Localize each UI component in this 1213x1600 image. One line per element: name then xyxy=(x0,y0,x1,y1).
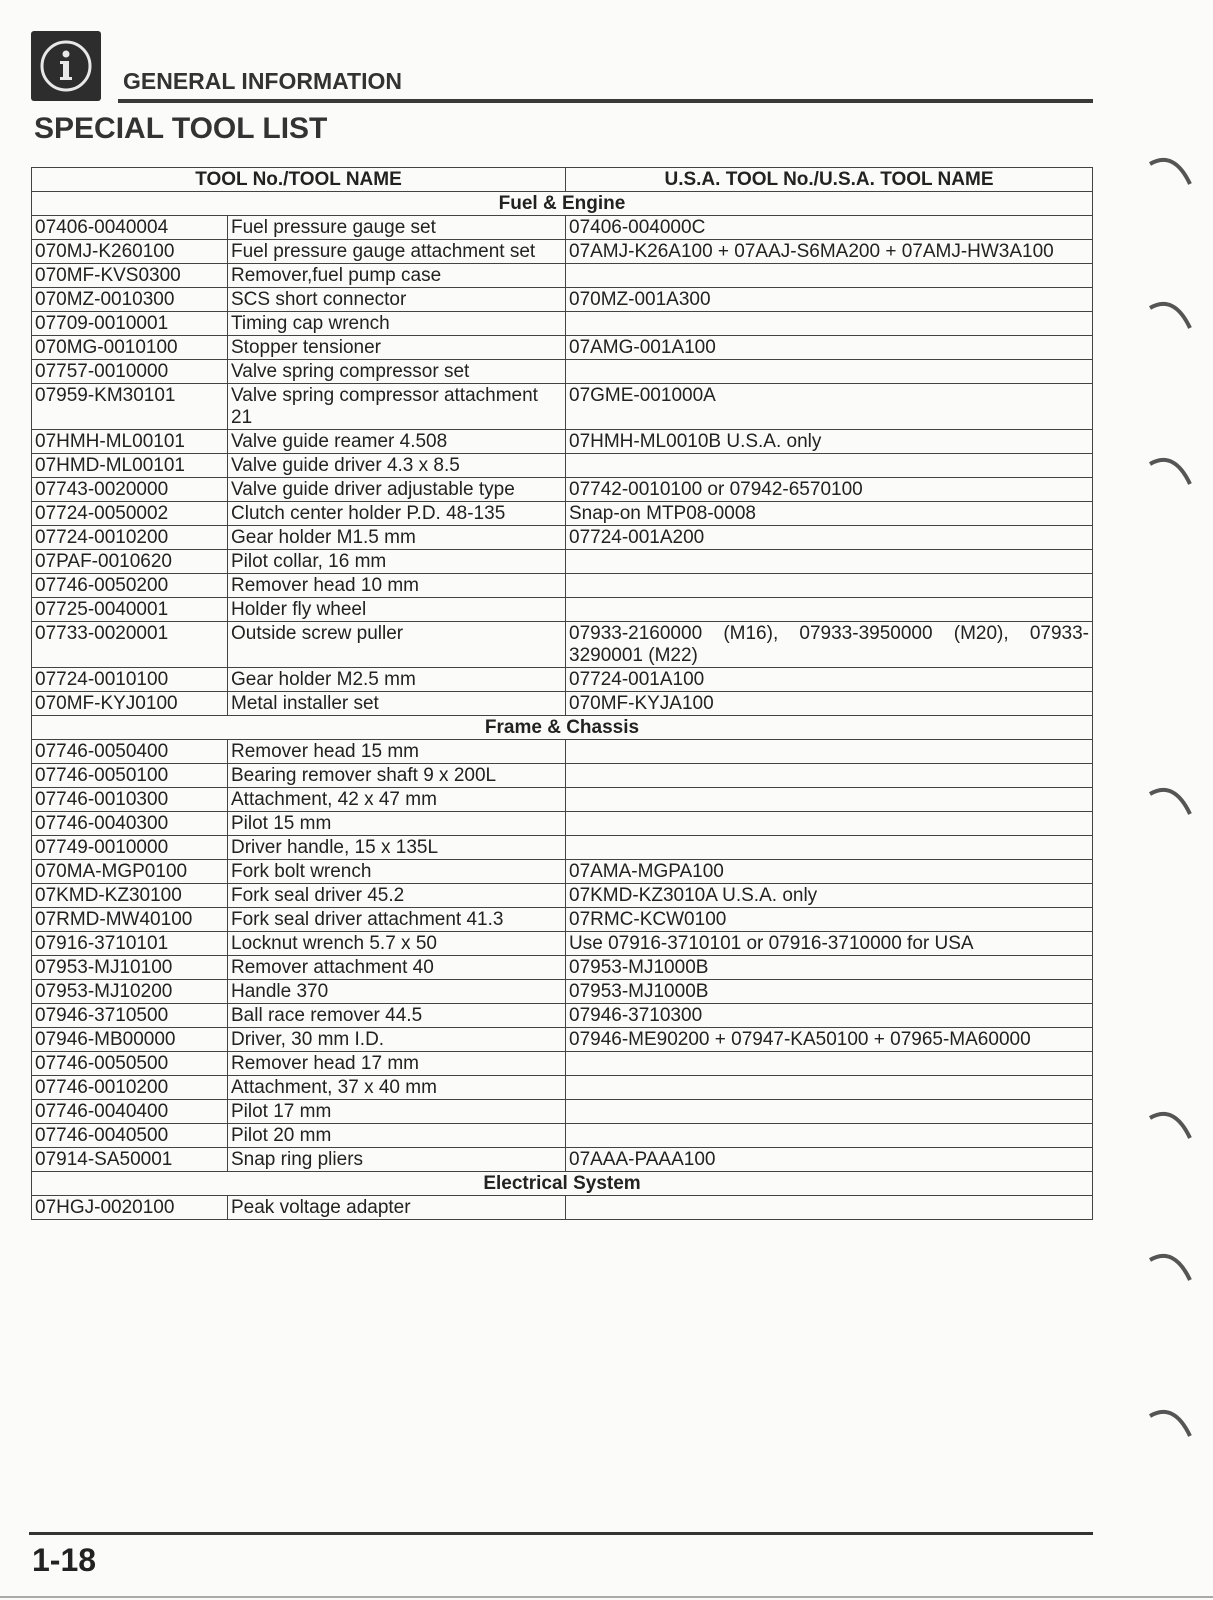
table-row xyxy=(32,956,1093,980)
tool-name-cell: Outside screw puller xyxy=(228,622,566,668)
tool-number-cell: 07959-KM30101 xyxy=(32,384,228,430)
header-rule xyxy=(118,99,1093,103)
usa-tool-cell xyxy=(566,574,1093,598)
usa-tool-cell: 070MZ-001A300 xyxy=(566,288,1093,312)
tool-number-cell: 07746-0010200 xyxy=(32,1076,228,1100)
usa-tool-cell: 07RMC-KCW0100 xyxy=(566,908,1093,932)
usa-tool-cell: 07AMG-001A100 xyxy=(566,336,1093,360)
tool-name-cell: Fork bolt wrench xyxy=(228,860,566,884)
table-row xyxy=(32,812,1093,836)
usa-tool-cell: 07KMD-KZ3010A U.S.A. only xyxy=(566,884,1093,908)
tool-name-cell: Valve spring compressor set xyxy=(228,360,566,384)
table-row xyxy=(32,980,1093,1004)
tool-name-cell: SCS short connector xyxy=(228,288,566,312)
usa-tool-cell: 07HMH-ML0010B U.S.A. only xyxy=(566,430,1093,454)
tool-number-cell: 070MG-0010100 xyxy=(32,336,228,360)
tool-name-cell: Pilot 20 mm xyxy=(228,1124,566,1148)
tool-name-cell: Holder fly wheel xyxy=(228,598,566,622)
usa-tool-cell: 07724-001A100 xyxy=(566,668,1093,692)
tool-number-cell: 070MF-KYJ0100 xyxy=(32,692,228,716)
info-icon xyxy=(37,37,95,95)
tool-name-cell: Driver handle, 15 x 135L xyxy=(228,836,566,860)
usa-tool-cell: 070MF-KYJA100 xyxy=(566,692,1093,716)
tool-name-cell: Attachment, 37 x 40 mm xyxy=(228,1076,566,1100)
tool-name-cell: Fuel pressure gauge attachment set xyxy=(228,240,566,264)
usa-tool-cell: 07742-0010100 or 07942-6570100 xyxy=(566,478,1093,502)
table-row xyxy=(32,836,1093,860)
table-row xyxy=(32,454,1093,478)
tool-number-cell: 07946-MB00000 xyxy=(32,1028,228,1052)
tool-name-cell: Ball race remover 44.5 xyxy=(228,1004,566,1028)
section-row xyxy=(32,716,1093,740)
tool-name-cell: Pilot 15 mm xyxy=(228,812,566,836)
binder-hole-icon xyxy=(1146,776,1194,820)
tool-number-cell: 07746-0050100 xyxy=(32,764,228,788)
tool-name-cell: Valve guide driver adjustable type xyxy=(228,478,566,502)
tool-number-cell: 07746-0010300 xyxy=(32,788,228,812)
footer-rule xyxy=(29,1532,1093,1535)
table-row xyxy=(32,740,1093,764)
tool-number-cell: 07406-0040004 xyxy=(32,216,228,240)
usa-tool-cell: 07AAA-PAAA100 xyxy=(566,1148,1093,1172)
table-row xyxy=(32,932,1093,956)
tool-number-cell: 07746-0050400 xyxy=(32,740,228,764)
section-title: Fuel & Engine xyxy=(32,192,1093,216)
header-usa-tool-name: U.S.A. TOOL No./U.S.A. TOOL NAME xyxy=(566,168,1093,192)
table-row xyxy=(32,1028,1093,1052)
usa-tool-cell: 07953-MJ1000B xyxy=(566,956,1093,980)
binder-hole-icon xyxy=(1146,1100,1194,1144)
usa-tool-cell: 07AMA-MGPA100 xyxy=(566,860,1093,884)
usa-tool-cell xyxy=(566,764,1093,788)
tool-number-cell: 07916-3710101 xyxy=(32,932,228,956)
tool-number-cell: 07709-0010001 xyxy=(32,312,228,336)
tool-name-cell: Remover attachment 40 xyxy=(228,956,566,980)
usa-tool-cell xyxy=(566,454,1093,478)
table-row xyxy=(32,336,1093,360)
tool-name-cell: Pilot collar, 16 mm xyxy=(228,550,566,574)
usa-tool-cell: 07406-004000C xyxy=(566,216,1093,240)
tool-number-cell: 07PAF-0010620 xyxy=(32,550,228,574)
tool-number-cell: 07746-0040500 xyxy=(32,1124,228,1148)
tool-number-cell: 07749-0010000 xyxy=(32,836,228,860)
tool-name-cell: Valve guide reamer 4.508 xyxy=(228,430,566,454)
table-row xyxy=(32,1004,1093,1028)
table-row xyxy=(32,384,1093,430)
tool-name-cell: Fork seal driver attachment 41.3 xyxy=(228,908,566,932)
tool-number-cell: 07914-SA50001 xyxy=(32,1148,228,1172)
table-row xyxy=(32,668,1093,692)
usa-tool-cell: 07GME-001000A xyxy=(566,384,1093,430)
table-row xyxy=(32,216,1093,240)
tool-name-cell: Timing cap wrench xyxy=(228,312,566,336)
usa-tool-cell xyxy=(566,1124,1093,1148)
table-row xyxy=(32,1196,1093,1220)
tool-number-cell: 07725-0040001 xyxy=(32,598,228,622)
tool-number-cell: 07KMD-KZ30100 xyxy=(32,884,228,908)
table-row xyxy=(32,478,1093,502)
usa-tool-cell xyxy=(566,1076,1093,1100)
tool-number-cell: 07746-0040300 xyxy=(32,812,228,836)
tool-name-cell: Driver, 30 mm I.D. xyxy=(228,1028,566,1052)
tool-number-cell: 07746-0040400 xyxy=(32,1100,228,1124)
table-row xyxy=(32,788,1093,812)
info-logo xyxy=(31,31,101,101)
tool-number-cell: 070MZ-0010300 xyxy=(32,288,228,312)
table-row xyxy=(32,908,1093,932)
table-row xyxy=(32,860,1093,884)
section-header-title: GENERAL INFORMATION xyxy=(123,68,402,94)
binder-hole-icon xyxy=(1146,290,1194,334)
tool-number-cell: 070MJ-K260100 xyxy=(32,240,228,264)
table-row xyxy=(32,1124,1093,1148)
tool-name-cell: Handle 370 xyxy=(228,980,566,1004)
page-bottom-edge xyxy=(0,1596,1213,1598)
usa-tool-cell xyxy=(566,788,1093,812)
binder-hole-icon xyxy=(1146,146,1194,190)
usa-tool-cell xyxy=(566,264,1093,288)
tool-number-cell: 07953-MJ10200 xyxy=(32,980,228,1004)
usa-tool-cell xyxy=(566,812,1093,836)
table-row xyxy=(32,430,1093,454)
table-row xyxy=(32,598,1093,622)
tool-number-cell: 070MA-MGP0100 xyxy=(32,860,228,884)
tool-number-cell: 07733-0020001 xyxy=(32,622,228,668)
tool-name-cell: Gear holder M1.5 mm xyxy=(228,526,566,550)
tool-name-cell: Remover head 10 mm xyxy=(228,574,566,598)
table-row xyxy=(32,1148,1093,1172)
tool-number-cell: 070MF-KVS0300 xyxy=(32,264,228,288)
usa-tool-cell xyxy=(566,360,1093,384)
tool-name-cell: Metal installer set xyxy=(228,692,566,716)
tool-number-cell: 07HGJ-0020100 xyxy=(32,1196,228,1220)
usa-tool-cell: 07946-3710300 xyxy=(566,1004,1093,1028)
tool-number-cell: 07757-0010000 xyxy=(32,360,228,384)
table-row xyxy=(32,884,1093,908)
usa-tool-cell: 07933-2160000 (M16), 07933-3950000 (M20), 07933-3290001 (M22) xyxy=(566,622,1093,668)
section-title: Electrical System xyxy=(32,1172,1093,1196)
table-row xyxy=(32,502,1093,526)
tool-name-cell: Fork seal driver 45.2 xyxy=(228,884,566,908)
table-row xyxy=(32,1100,1093,1124)
tool-name-cell: Gear holder M2.5 mm xyxy=(228,668,566,692)
table-row xyxy=(32,574,1093,598)
page-number: 1-18 xyxy=(32,1542,97,1578)
usa-tool-cell: 07724-001A200 xyxy=(566,526,1093,550)
tool-name-cell: Bearing remover shaft 9 x 200L xyxy=(228,764,566,788)
table-row xyxy=(32,692,1093,716)
tool-number-cell: 07HMH-ML00101 xyxy=(32,430,228,454)
section-row xyxy=(32,1172,1093,1196)
tool-name-cell: Locknut wrench 5.7 x 50 xyxy=(228,932,566,956)
tool-name-cell: Valve guide driver 4.3 x 8.5 xyxy=(228,454,566,478)
usa-tool-cell: Use 07916-3710101 or 07916-3710000 for USA xyxy=(566,932,1093,956)
table-row xyxy=(32,622,1093,668)
tool-name-cell: Attachment, 42 x 47 mm xyxy=(228,788,566,812)
tool-number-cell: 07724-0010100 xyxy=(32,668,228,692)
tool-number-cell: 07746-0050500 xyxy=(32,1052,228,1076)
tool-name-cell: Remover,fuel pump case xyxy=(228,264,566,288)
special-tool-table xyxy=(31,167,1093,1220)
table-row xyxy=(32,1052,1093,1076)
page-title: SPECIAL TOOL LIST xyxy=(34,112,328,145)
usa-tool-cell xyxy=(566,550,1093,574)
usa-tool-cell: 07953-MJ1000B xyxy=(566,980,1093,1004)
table-row xyxy=(32,1076,1093,1100)
table-row xyxy=(32,764,1093,788)
table-row xyxy=(32,312,1093,336)
tool-name-cell: Remover head 17 mm xyxy=(228,1052,566,1076)
table-row xyxy=(32,288,1093,312)
tool-name-cell: Pilot 17 mm xyxy=(228,1100,566,1124)
tool-number-cell: 07746-0050200 xyxy=(32,574,228,598)
tool-number-cell: 07946-3710500 xyxy=(32,1004,228,1028)
section-row xyxy=(32,192,1093,216)
usa-tool-cell xyxy=(566,1100,1093,1124)
table-row xyxy=(32,240,1093,264)
binder-hole-icon xyxy=(1146,1242,1194,1286)
binder-hole-icon xyxy=(1146,446,1194,490)
usa-tool-cell xyxy=(566,836,1093,860)
tool-number-cell: 07RMD-MW40100 xyxy=(32,908,228,932)
usa-tool-cell: 07AMJ-K26A100 + 07AAJ-S6MA200 + 07AMJ-HW3A100 xyxy=(566,240,1093,264)
tool-number-cell: 07953-MJ10100 xyxy=(32,956,228,980)
tool-name-cell: Valve spring compressor attachment 21 xyxy=(228,384,566,430)
table-body xyxy=(32,192,1093,1220)
usa-tool-cell xyxy=(566,740,1093,764)
tool-name-cell: Peak voltage adapter xyxy=(228,1196,566,1220)
section-title: Frame & Chassis xyxy=(32,716,1093,740)
tool-name-cell: Fuel pressure gauge set xyxy=(228,216,566,240)
table-row xyxy=(32,550,1093,574)
tool-number-cell: 07HMD-ML00101 xyxy=(32,454,228,478)
binder-hole-icon xyxy=(1146,1398,1194,1442)
tool-name-cell: Remover head 15 mm xyxy=(228,740,566,764)
tool-number-cell: 07724-0050002 xyxy=(32,502,228,526)
tool-name-cell: Clutch center holder P.D. 48-135 xyxy=(228,502,566,526)
table-row xyxy=(32,360,1093,384)
table-row xyxy=(32,526,1093,550)
tool-name-cell: Snap ring pliers xyxy=(228,1148,566,1172)
table-row xyxy=(32,264,1093,288)
usa-tool-cell: 07946-ME90200 + 07947-KA50100 + 07965-MA60000 xyxy=(566,1028,1093,1052)
tool-name-cell: Stopper tensioner xyxy=(228,336,566,360)
tool-number-cell: 07724-0010200 xyxy=(32,526,228,550)
usa-tool-cell xyxy=(566,312,1093,336)
usa-tool-cell xyxy=(566,1052,1093,1076)
header-tool-name: TOOL No./TOOL NAME xyxy=(32,168,566,192)
usa-tool-cell xyxy=(566,1196,1093,1220)
usa-tool-cell xyxy=(566,598,1093,622)
table-header-row xyxy=(32,168,1093,192)
usa-tool-cell: Snap-on MTP08-0008 xyxy=(566,502,1093,526)
tool-number-cell: 07743-0020000 xyxy=(32,478,228,502)
